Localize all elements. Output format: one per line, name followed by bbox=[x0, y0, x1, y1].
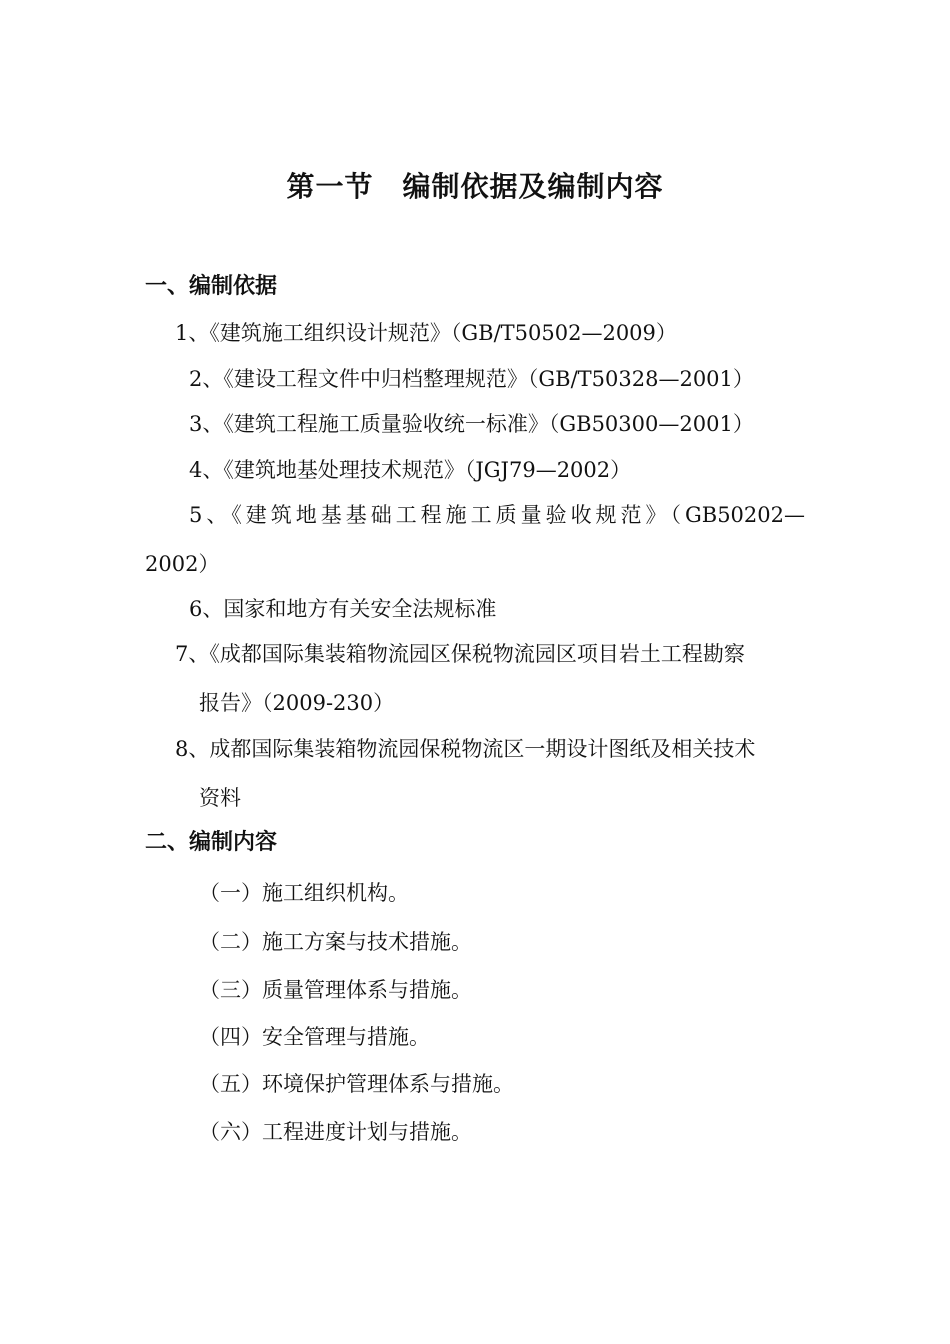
content-item-2: （二）施工方案与技术措施。 bbox=[199, 930, 472, 954]
section-title: 第一节 编制依据及编制内容 bbox=[286, 170, 664, 203]
basis-item-8-continued: 资料 bbox=[199, 786, 241, 810]
basis-item-7: 7、《成都国际集装箱物流园区保税物流园区项目岩土工程勘察 bbox=[175, 642, 745, 666]
basis-item-1: 1、《建筑施工组织设计规范》（GB/T50502—2009） bbox=[175, 321, 677, 345]
basis-item-4: 4、《建筑地基处理技术规范》（JGJ79—2002） bbox=[189, 458, 632, 482]
section2-heading: 二、编制内容 bbox=[145, 830, 278, 855]
content-item-3: （三）质量管理体系与措施。 bbox=[199, 978, 472, 1002]
basis-item-8: 8、成都国际集装箱物流园保税物流区一期设计图纸及相关技术 bbox=[175, 737, 756, 761]
basis-item-7-continued: 报告》（2009-230） bbox=[199, 691, 395, 715]
content-item-5: （五）环境保护管理体系与措施。 bbox=[199, 1072, 514, 1096]
basis-item-5: 5、《建筑地基基础工程施工质量验收规范》（GB50202— bbox=[189, 503, 805, 527]
basis-item-6: 6、国家和地方有关安全法规标准 bbox=[189, 597, 497, 621]
section1-heading: 一、编制依据 bbox=[145, 274, 278, 299]
content-item-1: （一）施工组织机构。 bbox=[199, 881, 409, 905]
basis-item-5-continued: 2002） bbox=[145, 552, 220, 576]
basis-item-3: 3、《建筑工程施工质量验收统一标准》（GB50300—2001） bbox=[189, 412, 754, 436]
basis-item-2: 2、《建设工程文件中归档整理规范》（GB/T50328—2001） bbox=[189, 367, 754, 391]
content-item-4: （四）安全管理与措施。 bbox=[199, 1025, 430, 1049]
content-item-6: （六）工程进度计划与措施。 bbox=[199, 1120, 472, 1144]
